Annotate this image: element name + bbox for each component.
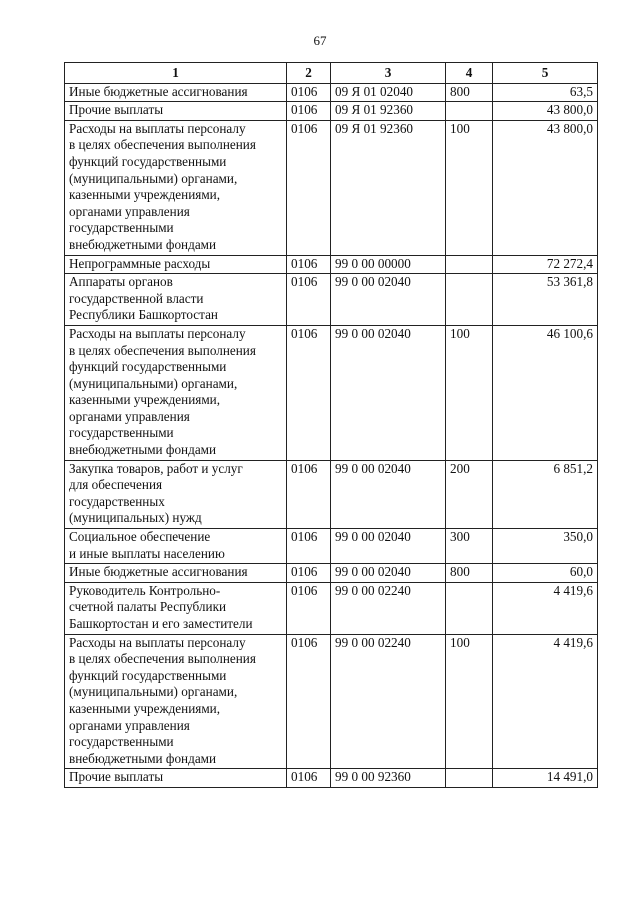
row-type bbox=[446, 255, 493, 274]
table-body bbox=[65, 83, 598, 787]
row-code: 09 Я 01 92360 bbox=[331, 120, 446, 255]
row-type: 100 bbox=[446, 634, 493, 769]
row-code: 99 0 00 92360 bbox=[331, 769, 446, 788]
header-col-5: 5 bbox=[493, 63, 598, 84]
table-row bbox=[65, 274, 598, 326]
row-section: 0106 bbox=[287, 582, 331, 634]
table-row bbox=[65, 529, 598, 564]
header-row bbox=[65, 63, 598, 84]
row-name: Иные бюджетные ассигнования bbox=[65, 564, 287, 583]
row-code: 99 0 00 02040 bbox=[331, 564, 446, 583]
budget-table bbox=[64, 62, 598, 788]
header-col-2: 2 bbox=[287, 63, 331, 84]
row-name: Аппараты органов государственной власти Республики Башкортостан bbox=[65, 274, 287, 326]
row-code: 99 0 00 02040 bbox=[331, 529, 446, 564]
table-row bbox=[65, 769, 598, 788]
header-col-1: 1 bbox=[65, 63, 287, 84]
row-amount: 60,0 bbox=[493, 564, 598, 583]
row-name: Социальное обеспечение и иные выплаты населению bbox=[65, 529, 287, 564]
row-section: 0106 bbox=[287, 564, 331, 583]
row-amount: 43 800,0 bbox=[493, 120, 598, 255]
page-number: 67 bbox=[313, 33, 327, 48]
row-code: 99 0 00 00000 bbox=[331, 255, 446, 274]
row-type bbox=[446, 582, 493, 634]
row-code: 09 Я 01 02040 bbox=[331, 83, 446, 102]
row-amount: 53 361,8 bbox=[493, 274, 598, 326]
row-section: 0106 bbox=[287, 460, 331, 528]
row-section: 0106 bbox=[287, 274, 331, 326]
table-row bbox=[65, 582, 598, 634]
row-amount: 4 419,6 bbox=[493, 634, 598, 769]
row-name: Закупка товаров, работ и услуг для обеспечения государственных (муниципальных) нужд bbox=[65, 460, 287, 528]
row-name: Иные бюджетные ассигнования bbox=[65, 83, 287, 102]
row-type: 200 bbox=[446, 460, 493, 528]
row-type: 100 bbox=[446, 120, 493, 255]
row-section: 0106 bbox=[287, 120, 331, 255]
row-type bbox=[446, 102, 493, 121]
row-amount: 14 491,0 bbox=[493, 769, 598, 788]
table-row bbox=[65, 120, 598, 255]
row-code: 99 0 00 02040 bbox=[331, 274, 446, 326]
row-section: 0106 bbox=[287, 769, 331, 788]
row-code: 99 0 00 02240 bbox=[331, 634, 446, 769]
row-amount: 63,5 bbox=[493, 83, 598, 102]
row-code: 09 Я 01 92360 bbox=[331, 102, 446, 121]
row-section: 0106 bbox=[287, 102, 331, 121]
row-name: Руководитель Контрольно- счетной палаты Республики Башкортостан и его заместители bbox=[65, 582, 287, 634]
table-row bbox=[65, 325, 598, 460]
row-amount: 4 419,6 bbox=[493, 582, 598, 634]
row-amount: 72 272,4 bbox=[493, 255, 598, 274]
table-row bbox=[65, 102, 598, 121]
row-name: Непрограммные расходы bbox=[65, 255, 287, 274]
row-amount: 43 800,0 bbox=[493, 102, 598, 121]
table-row bbox=[65, 564, 598, 583]
table-row bbox=[65, 460, 598, 528]
table-row bbox=[65, 83, 598, 102]
row-name: Расходы на выплаты персоналу в целях обеспечения выполнения функций государственными (муниципальными) органами, казенными учреждениями, органами управления государственными внебюджетными фондами bbox=[65, 120, 287, 255]
row-type: 300 bbox=[446, 529, 493, 564]
row-section: 0106 bbox=[287, 83, 331, 102]
row-name: Прочие выплаты bbox=[65, 769, 287, 788]
row-section: 0106 bbox=[287, 529, 331, 564]
table-row bbox=[65, 255, 598, 274]
row-code: 99 0 00 02040 bbox=[331, 325, 446, 460]
row-code: 99 0 00 02040 bbox=[331, 460, 446, 528]
row-name: Прочие выплаты bbox=[65, 102, 287, 121]
row-name: Расходы на выплаты персоналу в целях обеспечения выполнения функций государственными (муниципальными) органами, казенными учреждениями, органами управления государственными внебюджетными фондами bbox=[65, 325, 287, 460]
header-col-4: 4 bbox=[446, 63, 493, 84]
header-col-3: 3 bbox=[331, 63, 446, 84]
row-amount: 350,0 bbox=[493, 529, 598, 564]
row-amount: 6 851,2 bbox=[493, 460, 598, 528]
row-section: 0106 bbox=[287, 325, 331, 460]
row-type: 800 bbox=[446, 564, 493, 583]
row-type: 100 bbox=[446, 325, 493, 460]
row-section: 0106 bbox=[287, 255, 331, 274]
row-type bbox=[446, 274, 493, 326]
row-name: Расходы на выплаты персоналу в целях обеспечения выполнения функций государственными (муниципальными) органами, казенными учреждениями, органами управления государственными внебюджетными фондами bbox=[65, 634, 287, 769]
row-type bbox=[446, 769, 493, 788]
row-section: 0106 bbox=[287, 634, 331, 769]
table-row bbox=[65, 634, 598, 769]
row-amount: 46 100,6 bbox=[493, 325, 598, 460]
row-code: 99 0 00 02240 bbox=[331, 582, 446, 634]
row-type: 800 bbox=[446, 83, 493, 102]
